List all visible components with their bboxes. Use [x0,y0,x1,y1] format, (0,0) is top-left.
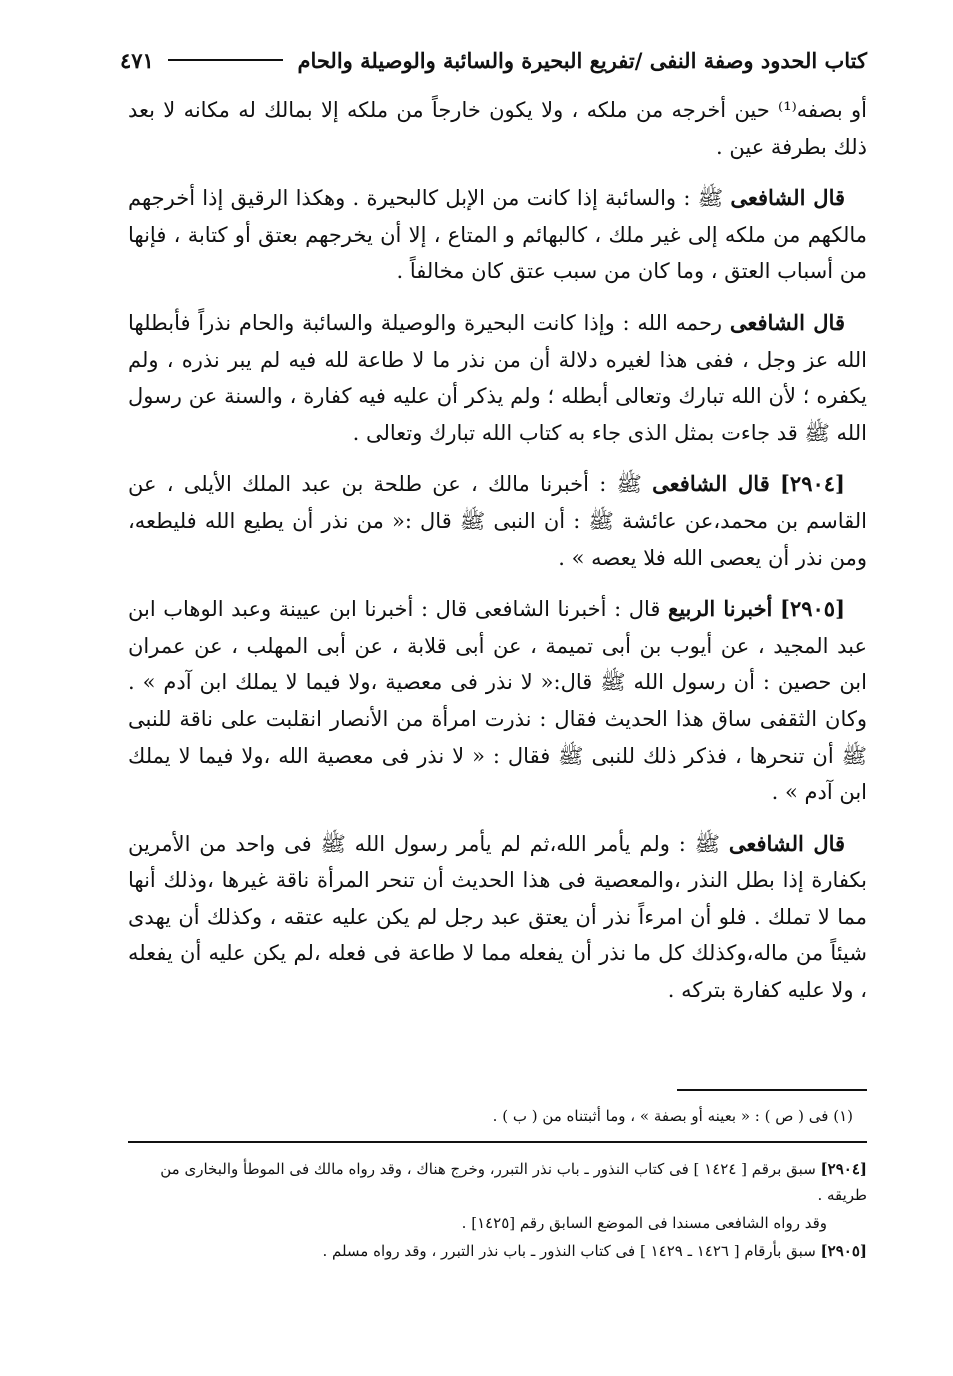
note-text: سبق بأرقام [ ١٤٢٦ ـ ١٤٢٩ ] فى كتاب النذور ـ باب نذر التبرر ، وقد رواه مسلم . [322,1242,816,1260]
notes-rule [128,1141,867,1143]
hadith-2904 [128,466,867,576]
paragraph-6 [128,826,867,1009]
main-text [128,92,867,1024]
running-header [120,40,867,80]
speaker-label: قال الشافعى [652,471,770,497]
paragraph-1: أو بصفه⁽¹⁾ حين أخرجه من ملكه ، ولا يكون خارجاً من ملكه إلا بمالك له مكانه لا بعد ذلك بطرفة عين . [128,98,867,159]
paragraph-text: قال : أخبرنا الشافعى قال : أخبرنا ابن عيينة وعبد الوهاب ابن عبد المجيد ، عن أيوب بن أبى تميمة ، عن أبى قلابة ، عن أبى المهلب ، عن عمران ابن حصين : أن رسول الله ﷺ قال:« لا نذر فى معصية ،ولا فيما لا يملك ابن آدم » . وكان الثقفى ساق هذا الحديث فقال : نذرت امرأة من الأنصار انقلبت على ناقة للنبى ﷺ أن تنحرها ، فذكر ذلك للنبى ﷺ فقال : « لا نذر فى معصية الله ،ولا فيما لا يملك ابن آدم » . [128,597,867,805]
note-ref: [٢٩٠٥] [820,1242,867,1260]
paragraph-3 [128,305,867,451]
speaker-label: قال الشافعى [729,309,845,335]
note-ref: [٢٩٠٤] [820,1160,867,1178]
paragraph-text: رحمه الله : وإذا كانت البحيرة والوصيلة والسائبة والحام نذراً فأبطلها الله عز وجل ، ففى هذا لغيره دلالة أن من نذر ما لا طاعة لله فيه لم يبر نذره ، ولم يكفره ؛ لأن الله تبارك وتعالى أبطله ؛ ولم يذكر أن عليه فيه كفارة ، والسنة عن رسول الله ﷺ قد جاءت بمثل الذى جاء به كتاب الله تبارك وتعالى . [128,310,867,445]
speaker-label: قال الشافعى [728,830,846,856]
header-rule [168,59,284,61]
hadith-2905 [128,591,867,811]
paragraph-text: ﷺ : والسائبة إذا كانت من الإبل كالبحيرة . وهكذا الرقيق إذا أخرجهم مالكهم من ملكه إلى غير ملك ، كالبهائم و المتاع ، إلا أن يخرجهم بعتق أو كتابة ، فإنها من أسباب العتق ، وما كان من سبب عتق كان مخالفاً . [128,186,867,284]
paragraph-text: ﷺ : أخبرنا مالك ، عن طلحة بن عبد الملك الأيلى ، عن القاسم بن محمد،عن عائشة ﷺ : أن النبى ﷺ قال :« من نذر أن يطيع الله فليطعه، ومن نذر أن يعصى الله فلا يعصه » . [128,472,867,570]
page-number: ٤٧١ [120,47,154,73]
takhrij-notes [128,1156,867,1266]
note-2904-sub: وقد رواه الشافعى مسندا فى الموضع السابق رقم [١٤٢٥] . [461,1214,827,1232]
note-2904 [128,1156,867,1208]
footnote-rule [677,1089,867,1091]
paragraph-2 [128,180,867,290]
hadith-number: [٢٩٠٥] [780,596,845,622]
speaker-label: أخبرنا الربيع [668,596,773,622]
hadith-number: [٢٩٠٤] [779,471,845,497]
paragraph-text: ﷺ : ولم يأمر الله،ثم لم يأمر رسول الله ﷺ فى واحد من الأمرين بكفارة إذا بطل النذر ،والمعصية فى هذا الحديث أن تنحر المرأة ناقة غيرها ،وذلك أنها مما لا تملك . فلو أن امرءاً نذر أن يعتق عبد رجل لم يكن عليه عتقه ، وكذلك أن يهدى شيئاً من ماله،وكذلك كل ما نذر أن يفعله مما لا طاعة فى فعله ،لم يكن عليه أن يفعله ، ولا عليه كفارة بتركه . [128,831,867,1003]
note-text: سبق برقم [ ١٤٢٤ ] فى كتاب النذور ـ باب نذر التبرر، وخرج هناك ، وقد رواه مالك فى الموطأ والبخارى من طريقه . [160,1160,867,1204]
footnote: (١) فى ( ص ) : « بعينه أو بصفة » ، وما أثبتناه من ( ب ) . [492,1107,853,1125]
header-title: كتاب الحدود وصفة النفى /تفريع البحيرة والسائبة والوصيلة والحام [297,47,867,73]
note-2905 [128,1238,867,1264]
speaker-label: قال الشافعى [730,185,846,211]
